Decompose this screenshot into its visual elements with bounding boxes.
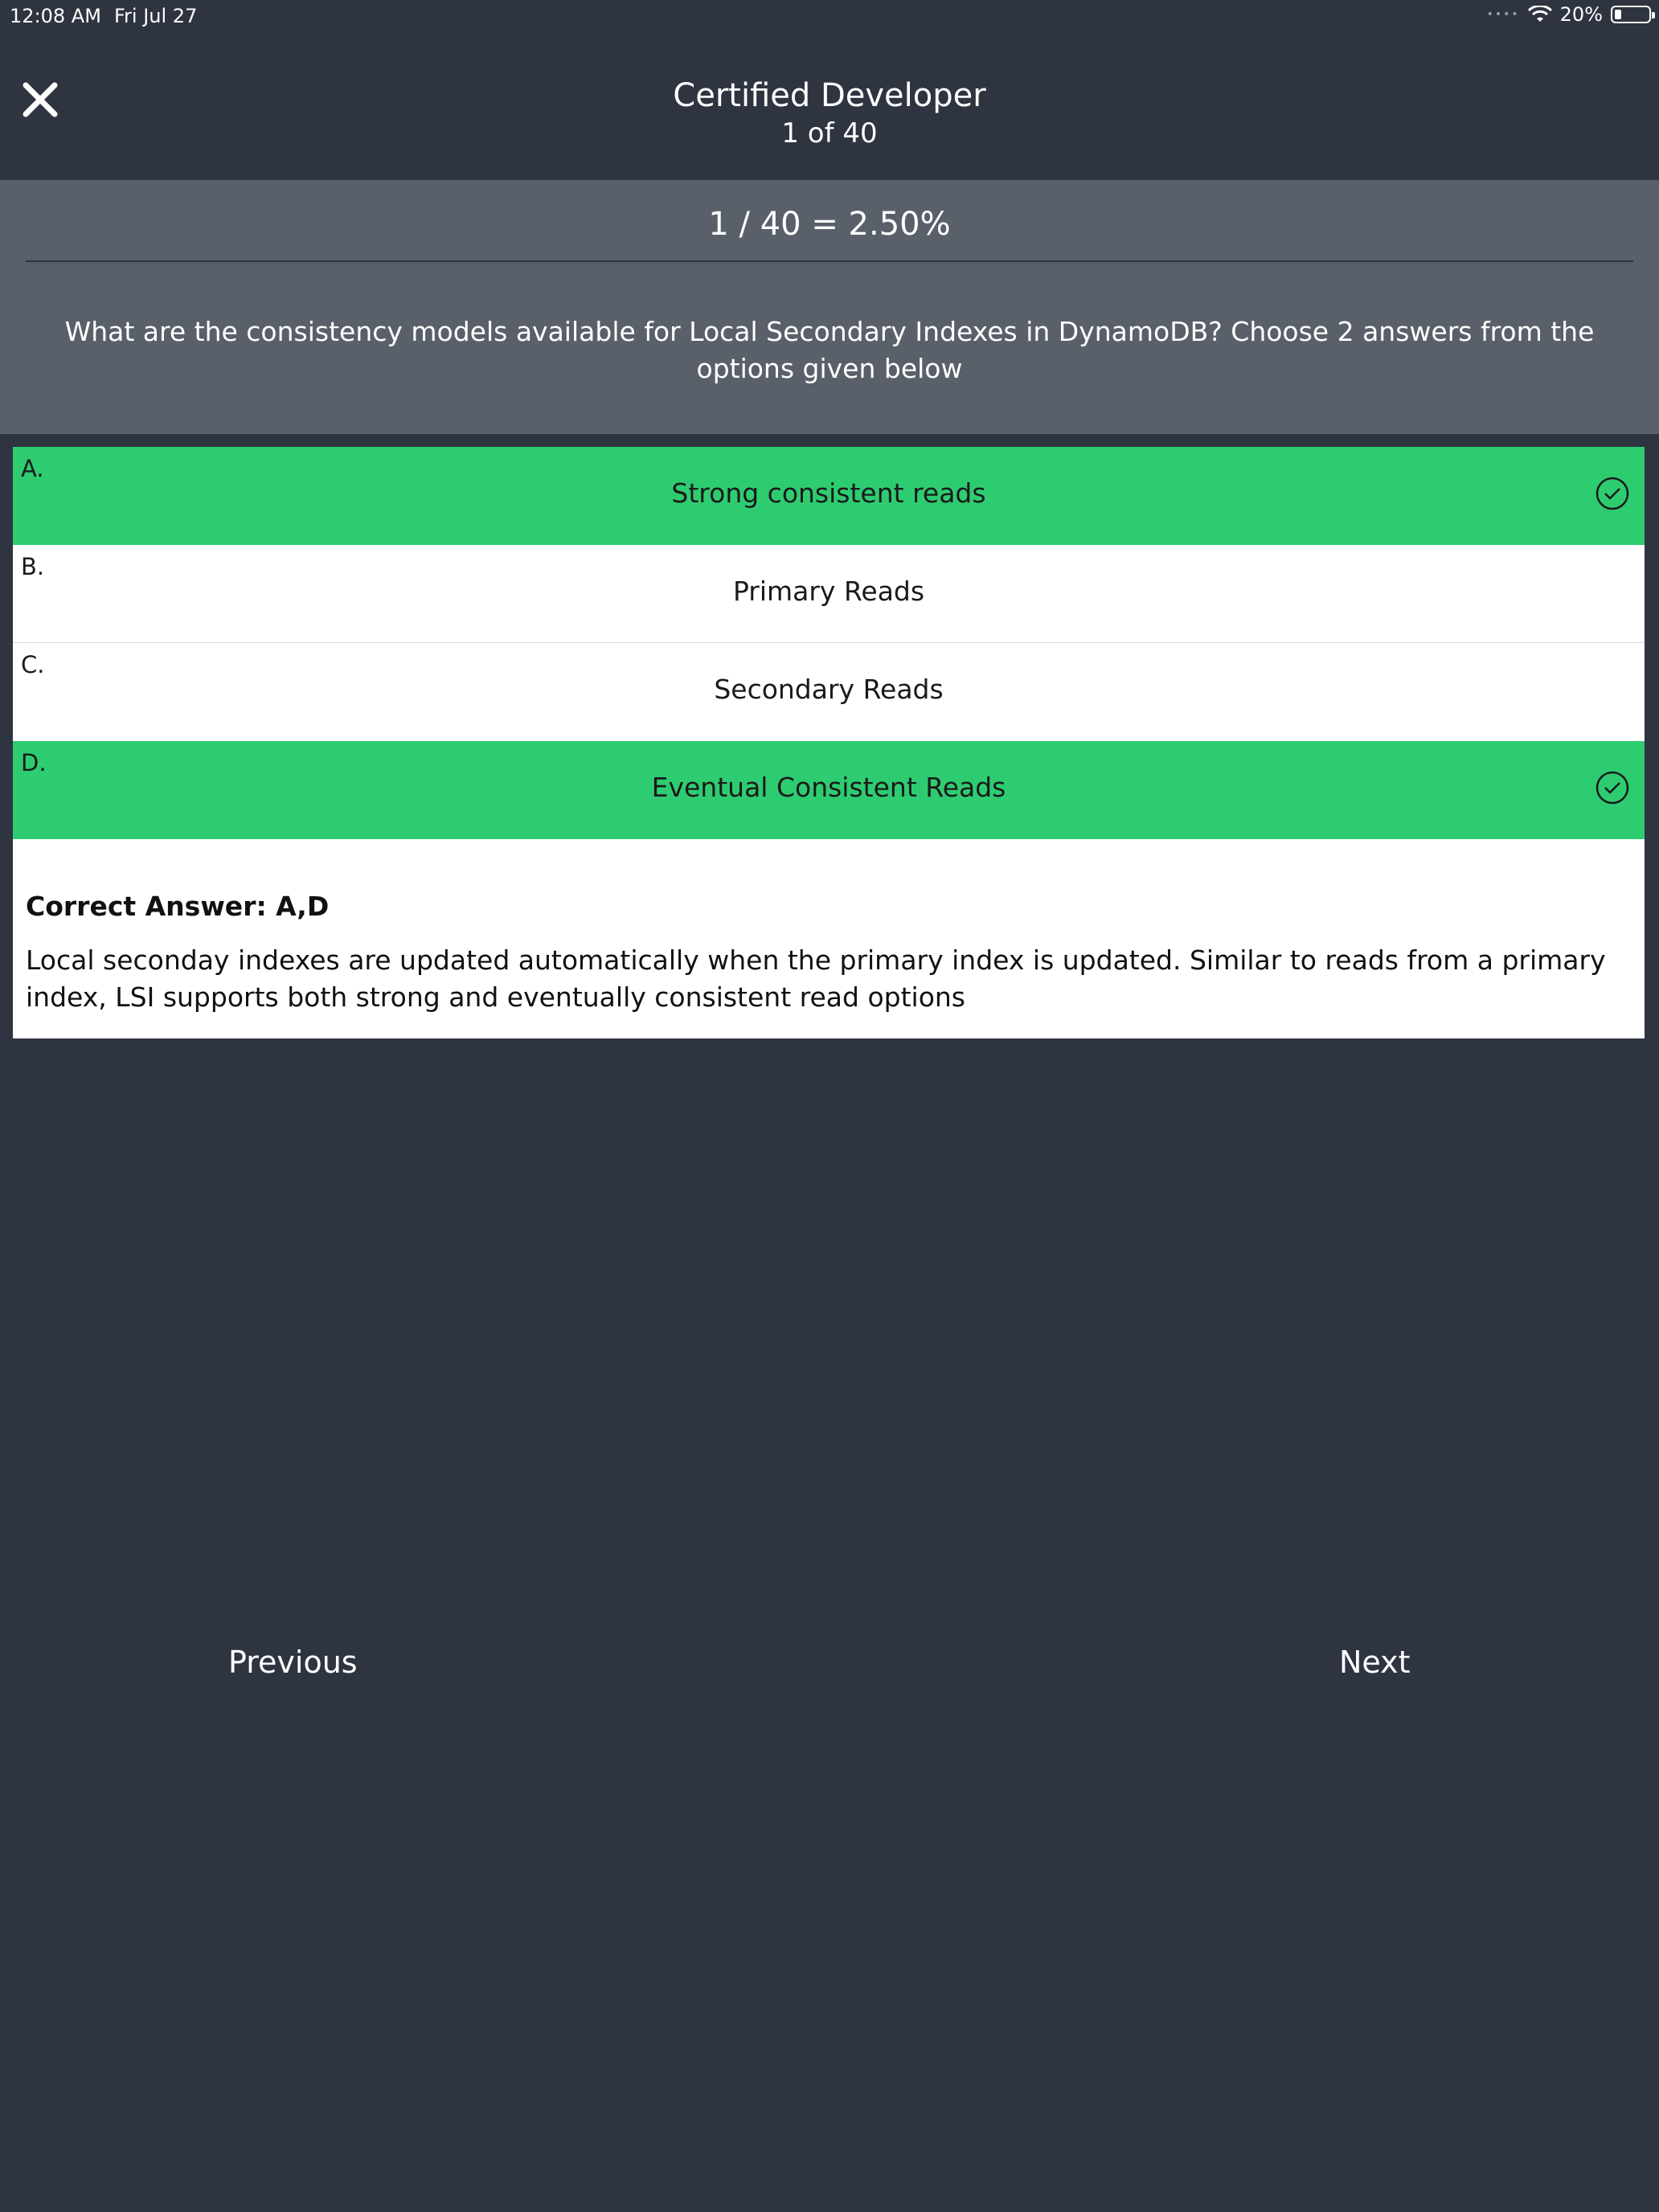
option-text: Strong consistent reads xyxy=(671,477,986,509)
battery-icon xyxy=(1611,6,1651,23)
check-circle-icon xyxy=(1595,770,1630,805)
option-letter: B. xyxy=(21,553,45,580)
divider xyxy=(26,260,1633,262)
option-a[interactable] xyxy=(13,447,1645,545)
page-title: Certified Developer xyxy=(673,77,986,114)
status-date: Fri Jul 27 xyxy=(114,5,198,27)
option-c[interactable] xyxy=(13,643,1645,741)
next-button[interactable]: Next xyxy=(1339,1645,1411,1680)
option-text: Primary Reads xyxy=(732,576,925,607)
battery-percent: 20% xyxy=(1559,3,1603,26)
answers-card xyxy=(13,447,1645,1038)
correct-answer: Correct Answer: A,D xyxy=(26,891,330,922)
option-letter: C. xyxy=(21,651,45,678)
check-circle-icon xyxy=(1595,476,1630,511)
question-panel xyxy=(0,180,1659,434)
option-text: Secondary Reads xyxy=(714,674,944,705)
status-indicators xyxy=(1487,3,1651,26)
answer-explanation: Local seconday indexes are updated automatically when the primary index is updated. Similar to reads from a primary index, LSI supports both strong and eventually consistent read options xyxy=(26,944,1606,1013)
option-text: Eventual Consistent Reads xyxy=(651,772,1006,803)
cellular-signal-icon: •••• xyxy=(1486,8,1520,21)
progress-score: 1 / 40 = 2.50% xyxy=(708,206,951,243)
status-bar xyxy=(0,0,1659,32)
battery-level xyxy=(1615,10,1621,19)
option-letter: A. xyxy=(21,455,44,482)
question-counter: 1 of 40 xyxy=(781,117,878,150)
question-text: What are the consistency models available for Local Secondary Indexes in DynamoDB? Choose 2 answers from the options given below xyxy=(64,316,1595,384)
wifi-icon xyxy=(1528,6,1552,23)
option-letter: D. xyxy=(21,749,47,776)
option-b[interactable] xyxy=(13,545,1645,643)
status-time: 12:08 AM xyxy=(10,5,101,27)
option-d[interactable] xyxy=(13,741,1645,839)
previous-button[interactable]: Previous xyxy=(228,1645,358,1680)
header xyxy=(0,32,1659,180)
